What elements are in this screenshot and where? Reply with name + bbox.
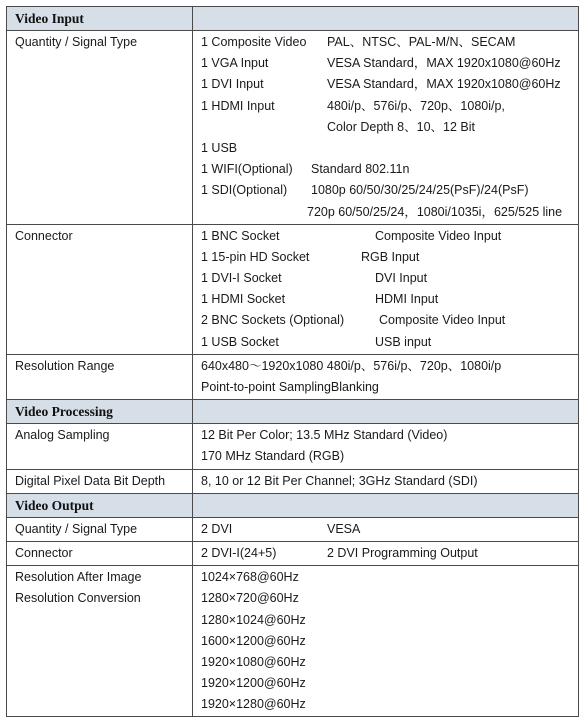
output-resolution: 1920×1080@60Hz <box>201 654 306 669</box>
row-label: Connector <box>7 541 193 565</box>
row-value <box>193 566 579 717</box>
connector-line: 1 15-pin HD Socket RGB Input <box>201 249 420 264</box>
usb-line: 1 USB <box>201 140 238 155</box>
output-resolution: 1024×768@60Hz <box>201 570 299 585</box>
analog-sampling-line: 170 MHz Standard (RGB) <box>201 449 345 464</box>
row-value <box>193 424 579 469</box>
row-label: Quantity / Signal Type <box>7 31 193 225</box>
row-label: Analog Sampling <box>7 424 193 469</box>
row-resolution-range <box>7 354 579 399</box>
section-title: Video Processing <box>7 400 193 424</box>
sdi-line: 1 SDI(Optional) 1080p 60/50/30/25/24/25(PsF)/24(PsF) <box>201 183 529 198</box>
composite-line: 1 Composite Video PAL、NTSC、PAL-M/N、SECAM <box>201 35 516 49</box>
row-label <box>7 566 193 717</box>
output-resolution: 1920×1200@60Hz <box>201 676 306 691</box>
hdmi-color-depth-line: Color Depth 8、10、12 Bit <box>327 119 475 134</box>
hdmi-line: 1 HDMI Input 480i/p、576i/p、720p、1080i/p, <box>201 98 505 113</box>
resolution-range-line: Point-to-point SamplingBlanking <box>201 380 379 394</box>
output-resolution: 1280×720@60Hz <box>201 591 299 606</box>
vga-line: 1 VGA Input VESA Standard，MAX 1920x1080@60Hz <box>201 56 561 71</box>
row-bit-depth <box>7 469 579 493</box>
row-label: Connector <box>7 224 193 354</box>
resolution-range-line: 640x480～1920x1080 480i/p、576i/p、720p、1080i/p <box>201 358 502 373</box>
row-label: Quantity / Signal Type <box>7 517 193 541</box>
label-line-2: Resolution Conversion <box>15 591 141 606</box>
analog-sampling-line: 12 Bit Per Color; 13.5 MHz Standard (Video) <box>201 428 448 443</box>
row-value: 2 DVI VESA <box>193 517 579 541</box>
output-resolution: 1920×1280@60Hz <box>201 697 306 712</box>
spec-table <box>6 6 579 717</box>
row-value <box>193 354 579 399</box>
section-header-video-processing <box>7 400 579 424</box>
connector-line: 1 BNC Socket Composite Video Input <box>201 228 502 243</box>
row-input-connector <box>7 224 579 354</box>
row-resolution-after-conversion <box>7 566 579 717</box>
output-resolution: 1280×1024@60Hz <box>201 612 306 627</box>
row-value <box>193 31 579 225</box>
row-output-quantity <box>7 517 579 541</box>
connector-line: 1 DVI-I Socket DVI Input <box>201 271 428 286</box>
label-line-1: Resolution After Image <box>15 570 142 585</box>
wifi-line: 1 WIFI(Optional) Standard 802.11n <box>201 162 410 177</box>
row-input-quantity <box>7 31 579 225</box>
row-value: 2 DVI-I(24+5) 2 DVI Programming Output <box>193 541 579 565</box>
section-header-video-output <box>7 493 579 517</box>
row-value: 8, 10 or 12 Bit Per Channel; 3GHz Standard (SDI) <box>193 469 579 493</box>
row-output-connector <box>7 541 579 565</box>
row-label: Resolution Range <box>7 354 193 399</box>
dvi-line: 1 DVI Input VESA Standard，MAX 1920x1080@60Hz <box>201 77 561 92</box>
connector-line: 1 USB Socket USB input <box>201 334 432 349</box>
output-resolution: 1600×1200@60Hz <box>201 633 306 648</box>
row-analog-sampling <box>7 424 579 469</box>
row-value <box>193 224 579 354</box>
row-label: Digital Pixel Data Bit Depth <box>7 469 193 493</box>
connector-line: 2 BNC Sockets (Optional) Composite Video Input <box>201 313 506 328</box>
section-header-video-input <box>7 7 579 31</box>
section-title: Video Input <box>7 7 193 31</box>
connector-line: 1 HDMI Socket HDMI Input <box>201 292 439 307</box>
section-title: Video Output <box>7 493 193 517</box>
sdi-line-2: 720p 60/50/25/24，1080i/1035i，625/525 line <box>307 204 563 219</box>
